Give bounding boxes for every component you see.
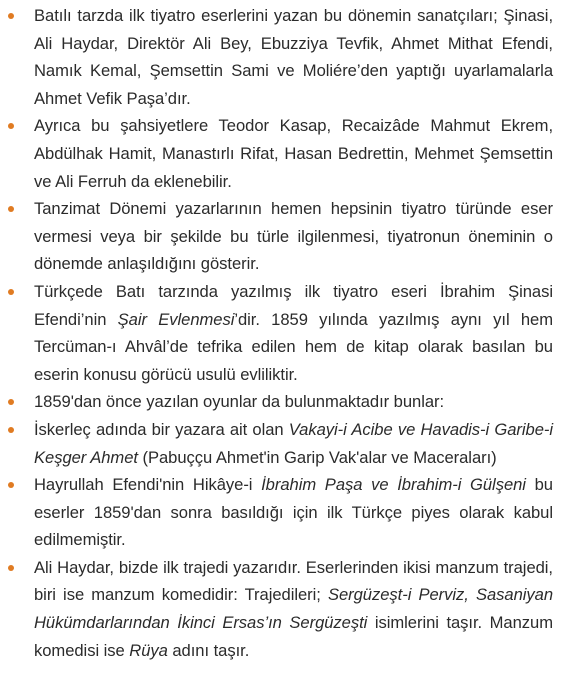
text-segment: Ayrıca bu şahsiyetlere Teodor Kasap, Recaizâde Mahmut Ekrem, Abdülhak Hamit, Manastırlı Rifat, Hasan Bedrettin, Mehmet Şemsettin ve Ali Ferruh da eklenebilir. [34,116,553,191]
bullet-dot-icon [8,123,14,129]
text-segment: ’dir. 1859 yılında yazılmış aynı yıl hem Tercüman-ı Ahvâl’de tefrika edilen hem de kitap olarak basılan bu eserin konusu görücü usulü evliliktir. [34,309,553,384]
bullet-dot-icon [8,289,14,295]
italic-title: Sergüzeşt-i Perviz, Sasaniyan Hükümdarlarından İkinci Ersas’ın Sergüzeşti [34,585,553,633]
text-segment: Tanzimat Dönemi yazarlarının hemen hepsinin tiyatro türünde eser vermesi veya bir şekilde bu türle ilgilenmesi, tiyatronun öneminin o dönemde anlaşıldığını gösterir. [34,199,553,274]
text-segment: Ali Haydar, bizde ilk trajedi yazarıdır. Eserlerinden ikisi manzum trajedi, biri ise manzum komedidir: Trajedileri; [34,557,553,605]
bullet-dot-icon [8,13,14,19]
text-segment: İskerleç adında bir yazara ait olan [34,419,289,439]
list-item [7,471,553,554]
italic-title: Şair Evlenmesi [117,309,235,329]
bullet-dot-icon [8,206,14,212]
text-segment: adını taşır. [167,640,250,660]
bullet-dot-icon [8,565,14,571]
bullet-dot-icon [8,399,14,405]
list-item [7,2,553,112]
text-segment: Batılı tarzda ilk tiyatro eserlerini yazan bu dönemin sanatçıları; Şinasi, Ali Haydar, Direktör Ali Bey, Ebuzziya Tevfik, Ahmet Mithat Efendi, Namık Kemal, Şemsettin Sami ve Moliére’den yaptığı uyarlamalarla Ahmet Vefik Paşa’dır. [34,6,553,108]
list-item [7,388,553,416]
text-segment: isimlerini taşır. Manzum komedisi ise [34,613,553,660]
italic-title: İbrahim Paşa ve İbrahim-i Gülşeni [261,475,526,495]
list-item [7,278,553,388]
text-segment: Türkçede Batı tarzında yazılmış ilk tiyatro eseri İbrahim Şinasi Efendi’nin [34,281,553,329]
text-segment: (Pabuççu Ahmet'in Garip Vak'alar ve Maceraları) [137,447,497,467]
text-segment: bu eserler 1859'dan sonra basıldığı için ilk Türkçe piyes olarak kabul edilmemiştir. [34,475,553,550]
text-segment: 1859'dan önce yazılan oyunlar da bulunmaktadır bunlar: [34,392,445,412]
list-item [7,416,553,471]
italic-title: Vakayi-i Acibe ve Havadis-i Garibe-i Keşger Ahmet [34,419,553,467]
list-item [7,195,553,278]
italic-title: Rüya [129,640,168,660]
bullet-dot-icon [8,482,14,488]
text-segment: Hayrullah Efendi'nin Hikâye-i [34,475,262,495]
list-item [7,554,553,664]
bullet-list [7,2,553,664]
bullet-dot-icon [8,427,14,433]
list-item [7,112,553,195]
